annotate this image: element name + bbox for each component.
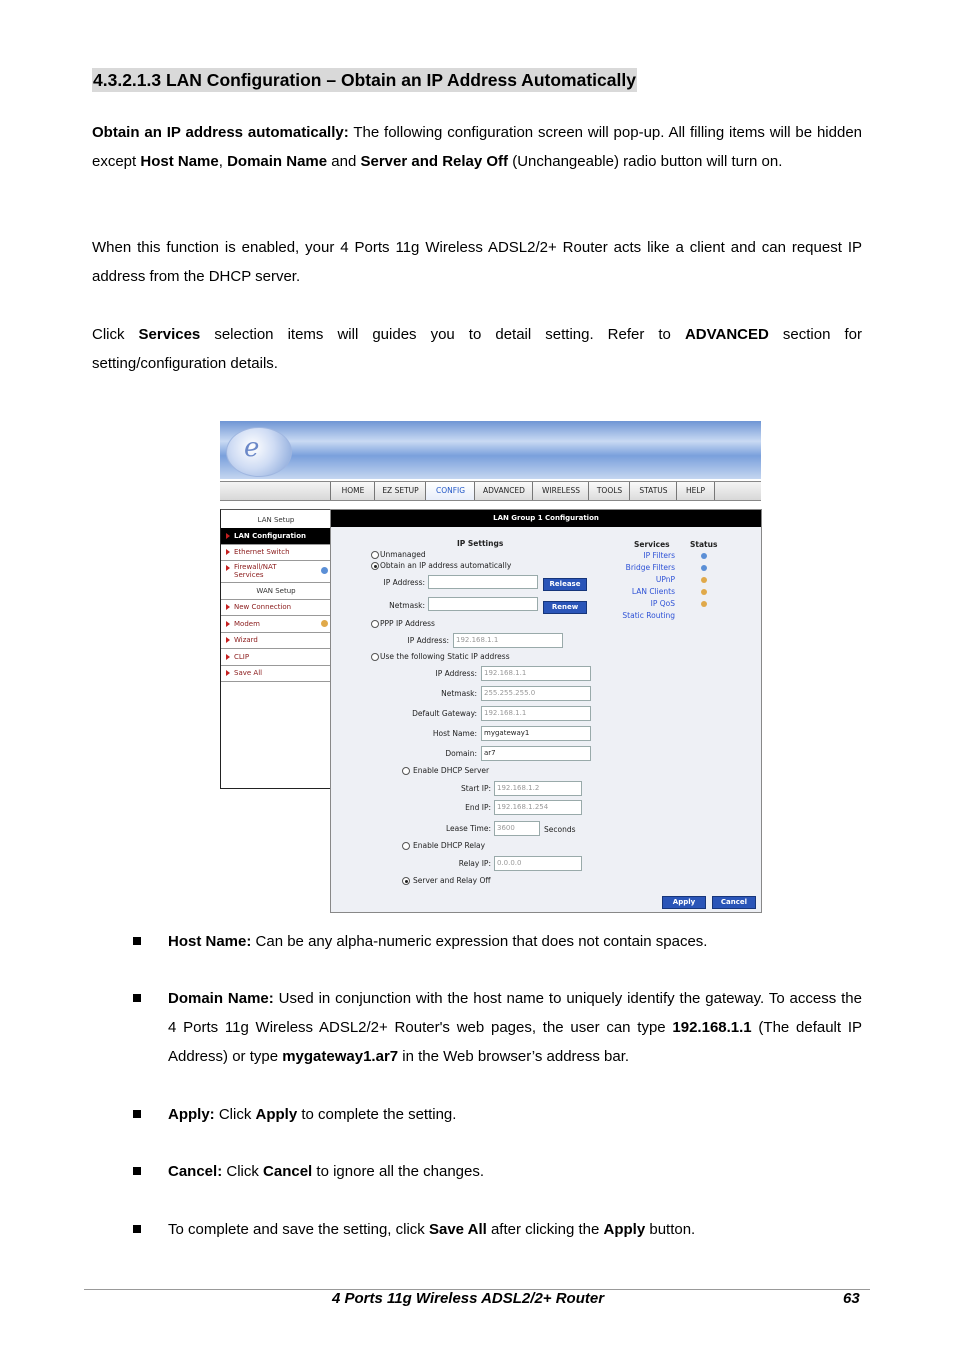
text: (The default IP Address) or type [168, 1019, 862, 1065]
ip-address-field[interactable] [428, 575, 538, 589]
bullet-square-icon [133, 1225, 141, 1233]
service-static-routing[interactable]: Static Routing [622, 611, 675, 620]
text: after clicking the [486, 1221, 604, 1238]
apply-button[interactable]: Apply [662, 896, 706, 909]
bullet-domain-name [168, 984, 862, 1071]
router-banner [220, 421, 761, 479]
service-bridge-filters[interactable]: Bridge Filters [625, 563, 675, 572]
term: Apply [255, 1106, 298, 1123]
bullet-square-icon [133, 994, 141, 1002]
text: to complete the setting. [297, 1106, 457, 1123]
top-nav [220, 481, 761, 501]
nav-item-clip[interactable] [221, 649, 331, 666]
tab-config[interactable]: CONFIG [425, 482, 475, 500]
nav-item-label: LAN Configuration [234, 532, 306, 540]
term: Host Name: [168, 933, 252, 950]
service-lan-clients[interactable]: LAN Clients [631, 587, 675, 596]
nav-item-label: Firewall/NAT Services [234, 563, 277, 579]
netmask-field[interactable] [428, 597, 538, 611]
bullet-host-name [168, 927, 862, 956]
arrow-right-icon [226, 604, 230, 610]
static-label: Use the following Static IP address [380, 652, 510, 661]
nav-item-label: Ethernet Switch [234, 548, 290, 556]
bullet-square-icon [133, 1110, 141, 1118]
static-netmask-field[interactable]: 255.255.255.0 [481, 686, 591, 701]
text: to ignore all the changes. [312, 1163, 485, 1180]
tab-home[interactable]: HOME [330, 482, 375, 500]
domain-label: Domain: [445, 749, 477, 758]
status-dot-icon [701, 553, 707, 559]
service-ip-qos[interactable]: IP QoS [650, 599, 675, 608]
text: Can be any alpha-numeric expression that does not contain spaces. [251, 933, 708, 950]
start-ip-field[interactable]: 192.168.1.2 [494, 781, 582, 796]
term: Cancel [263, 1163, 313, 1180]
nav-item-label: Save All [234, 669, 263, 677]
static-ip-label: IP Address: [435, 669, 477, 678]
status-title: Status [690, 540, 718, 549]
dhcp-relay-label: Enable DHCP Relay [413, 841, 486, 850]
service-ip-filters[interactable]: IP Filters [643, 551, 675, 560]
ppp-ip-field[interactable]: 192.168.1.1 [453, 633, 563, 648]
arrow-right-icon [226, 565, 230, 571]
status-dot-icon [701, 577, 707, 583]
nav-item-modem[interactable] [221, 616, 331, 633]
nav-header-wan-setup [221, 583, 331, 600]
nav-item-lan-configuration[interactable] [221, 528, 331, 545]
gateway-label: Default Gateway: [412, 709, 477, 718]
term-services: Services [138, 326, 201, 343]
nav-item-label: New Connection [234, 603, 292, 611]
text: Click [214, 1106, 256, 1123]
lan-config-panel [330, 509, 762, 913]
static-netmask-label: Netmask: [441, 689, 477, 698]
nav-item-wizard[interactable] [221, 632, 331, 649]
term: 192.168.1.1 [672, 1019, 752, 1036]
arrow-right-icon [226, 533, 230, 539]
renew-button[interactable]: Renew [543, 601, 587, 614]
text: section for setting/configuration details. [92, 326, 862, 372]
radio-static-ip[interactable] [371, 653, 379, 661]
bullet-apply [168, 1100, 862, 1129]
radio-dhcp-server[interactable] [402, 767, 410, 775]
nav-header-label: LAN Setup [257, 516, 295, 524]
term: Cancel: [168, 1163, 223, 1180]
obtain-auto-label: Obtain an IP address automatically [380, 561, 512, 570]
dhcp-client-paragraph: When this function is enabled, your 4 Ports 11g Wireless ADSL2/2+ Router acts like a client and can request IP address from the DHCP server. [92, 239, 862, 285]
text: Click [222, 1163, 264, 1180]
router-config-screenshot [220, 421, 761, 913]
nav-item-save-all[interactable] [221, 665, 331, 682]
services-title: Services [634, 540, 670, 549]
text: selection items will guides you to detail setting. Refer to [200, 326, 685, 343]
end-ip-field[interactable]: 192.168.1.254 [494, 800, 582, 815]
term: mygateway1.ar7 [282, 1048, 399, 1065]
bullet-cancel [168, 1157, 862, 1186]
relay-ip-label: Relay IP: [458, 859, 491, 868]
text: Used in conjunction with the host name to uniquely identify the gateway. To access the 4 Ports 11g Wireless ADSL2/2+ Router's web pages, the user can type [168, 990, 862, 1036]
tab-tools[interactable]: TOOLS [588, 482, 630, 500]
footer-title: 4 Ports 11g Wireless ADSL2/2+ Router [332, 1290, 605, 1307]
dhcp-server-label: Enable DHCP Server [413, 766, 490, 775]
text: in the Web browser’s address bar. [398, 1048, 630, 1065]
bullet-save-all [168, 1215, 862, 1244]
cancel-button[interactable]: Cancel [712, 896, 756, 909]
netmask-label: Netmask: [389, 601, 425, 610]
lease-time-field[interactable]: 3600 [494, 821, 540, 836]
status-dot-icon [701, 565, 707, 571]
ip-settings-title: IP Settings [457, 539, 504, 548]
lease-time-label: Lease Time: [445, 824, 491, 833]
status-dot-icon [701, 589, 707, 595]
release-button[interactable]: Release [543, 578, 587, 591]
nav-header-lan-setup [221, 512, 331, 529]
term-server-relay-off: Server and Relay Off [360, 152, 509, 170]
nav-item-label: Modem [234, 620, 260, 628]
arrow-right-icon [226, 670, 230, 676]
domain-field[interactable]: ar7 [481, 746, 591, 761]
text: button. [645, 1221, 696, 1238]
tab-status[interactable]: STATUS [629, 482, 677, 500]
term: Domain Name: [168, 990, 274, 1007]
radio-unmanaged[interactable] [371, 551, 379, 559]
unmanaged-label: Unmanaged [380, 550, 426, 559]
router-logo-letter: e [244, 433, 260, 463]
page-number: 63 [843, 1290, 860, 1307]
panel-title: LAN Group 1 Configuration [331, 510, 761, 527]
bullet-square-icon [133, 937, 141, 945]
left-nav [220, 509, 332, 789]
arrow-right-icon [226, 549, 230, 555]
text: (Unchangeable) radio button will turn on. [508, 152, 783, 170]
ppp-label: PPP IP Address [380, 619, 435, 628]
term: Save All [428, 1221, 487, 1238]
radio-ppp-ip[interactable] [371, 620, 379, 628]
ppp-ip-label: IP Address: [407, 636, 449, 645]
nav-item-label: Wizard [234, 636, 258, 644]
bullet-square-icon [133, 1167, 141, 1175]
nav-item-new-connection[interactable] [221, 599, 331, 616]
host-name-field[interactable]: mygateway1 [481, 726, 591, 741]
text: To complete and save the setting, click [168, 1221, 429, 1238]
nav-item-firewall-nat[interactable] [221, 560, 331, 583]
host-name-label: Host Name: [432, 729, 477, 738]
term: Apply: [168, 1106, 215, 1123]
arrow-right-icon [226, 654, 230, 660]
nav-item-label: CLIP [234, 653, 250, 661]
start-ip-label: Start IP: [461, 784, 491, 793]
nav-header-label: WAN Setup [256, 587, 296, 595]
term-obtain-ip: Obtain an IP address automatically: [92, 124, 349, 141]
text: Click [92, 326, 139, 343]
tab-wireless[interactable]: WIRELESS [532, 482, 589, 500]
text: and [327, 152, 361, 170]
arrow-right-icon [226, 637, 230, 643]
ip-address-label: IP Address: [383, 578, 425, 587]
tab-advanced[interactable]: ADVANCED [474, 482, 533, 500]
radio-server-relay-off[interactable] [402, 877, 410, 885]
end-ip-label: End IP: [465, 803, 491, 812]
server-relay-off-label: Server and Relay Off [413, 876, 491, 885]
term: Apply [603, 1221, 646, 1238]
arrow-right-icon [226, 621, 230, 627]
gateway-field[interactable]: 192.168.1.1 [481, 706, 591, 721]
seconds-label: Seconds [544, 825, 576, 834]
services-paragraph [92, 321, 862, 378]
term-host-name: Host Name [140, 152, 219, 170]
text: , [218, 152, 228, 170]
term-advanced: ADVANCED [684, 326, 769, 343]
service-upnp[interactable]: UPnP [655, 575, 675, 584]
section-heading: 4.3.2.1.3 LAN Configuration – Obtain an IP Address Automatically [93, 70, 636, 90]
tab-ez-setup[interactable]: EZ SETUP [374, 482, 426, 500]
tab-help[interactable]: HELP [676, 482, 715, 500]
relay-ip-field[interactable]: 0.0.0.0 [494, 856, 582, 871]
status-dot-icon [321, 567, 328, 574]
radio-obtain-auto[interactable] [371, 562, 379, 570]
radio-dhcp-relay[interactable] [402, 842, 410, 850]
static-ip-field[interactable]: 192.168.1.1 [481, 666, 591, 681]
text: The following configuration screen will pop-up. All filling items will be hidden except [92, 124, 862, 170]
status-dot-icon [321, 620, 328, 627]
status-dot-icon [701, 601, 707, 607]
intro-paragraph [92, 119, 862, 176]
term-domain-name: Domain Name [227, 152, 328, 170]
nav-item-ethernet-switch[interactable] [221, 544, 331, 561]
